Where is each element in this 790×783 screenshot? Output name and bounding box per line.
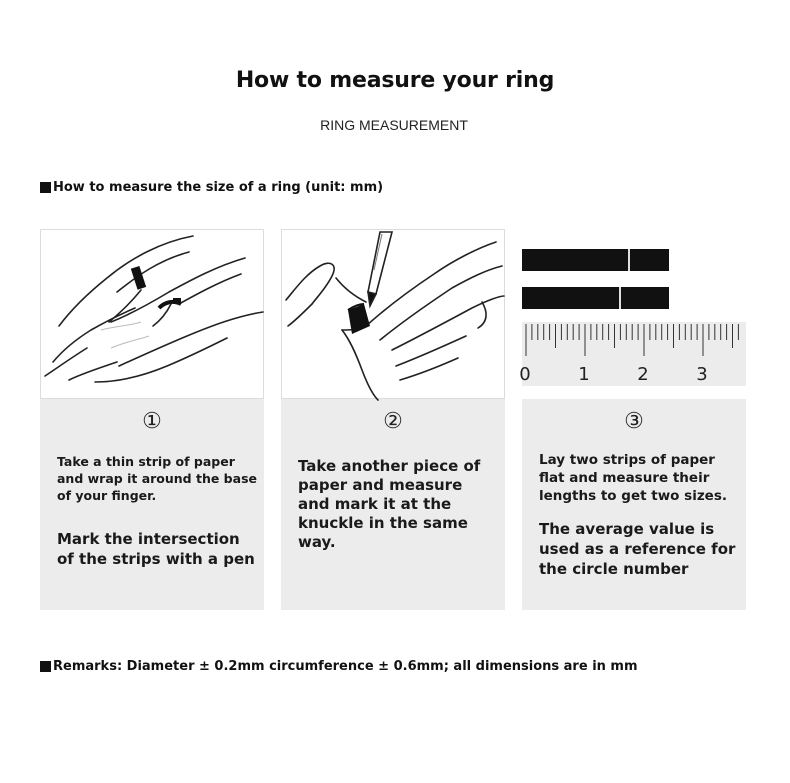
strips-ruler-drawing (519, 229, 746, 399)
remarks-text: Remarks: Diameter ± 0.2mm circumference ± 0.6mm; all dimensions are in mm (53, 659, 638, 674)
remarks (40, 659, 638, 674)
step-1-text-b: Mark the intersection of the strips with a pen (57, 530, 255, 568)
step-panel-1 (40, 229, 264, 610)
step-number-1: ① (142, 409, 162, 434)
hand-wrap-illustration (40, 229, 264, 399)
page-title: How to measure your ring (235, 68, 555, 93)
page-subtitle: RING MEASUREMENT (320, 117, 468, 133)
step-1-text-a: Take a thin strip of paper and wrap it around the base of your finger. (57, 454, 257, 503)
section-heading (40, 180, 383, 195)
hand-mark-drawing (282, 230, 506, 400)
step-number-3: ③ (624, 409, 644, 434)
hand-mark-illustration (281, 229, 505, 399)
square-bullet-icon (40, 661, 51, 672)
step-number-2: ② (383, 409, 403, 434)
square-bullet-icon (40, 182, 51, 193)
ruler-label: 2 (637, 364, 649, 385)
section-heading-text: How to measure the size of a ring (unit: mm) (53, 180, 384, 195)
step-panel-2 (281, 229, 505, 610)
ruler-label: 0 (519, 364, 531, 385)
step-panel-3 (519, 229, 746, 610)
strips-ruler-illustration (519, 229, 746, 399)
step-3-text-b: The average value is used as a reference for the circle number (539, 520, 736, 578)
strip-1-mark (628, 249, 630, 271)
step-2-text-a: Take another piece of paper and measure and mark it at the knuckle in the same way. (298, 457, 481, 551)
paper-strip-2 (522, 287, 669, 309)
paper-strip-1 (522, 249, 669, 271)
step-3-text-a: Lay two strips of paper flat and measure their lengths to get two sizes. (539, 452, 727, 504)
ruler-label: 3 (696, 364, 708, 385)
ruler-label: 1 (578, 364, 590, 385)
hand-wrap-drawing (41, 230, 265, 400)
strip-2-mark (619, 287, 621, 309)
